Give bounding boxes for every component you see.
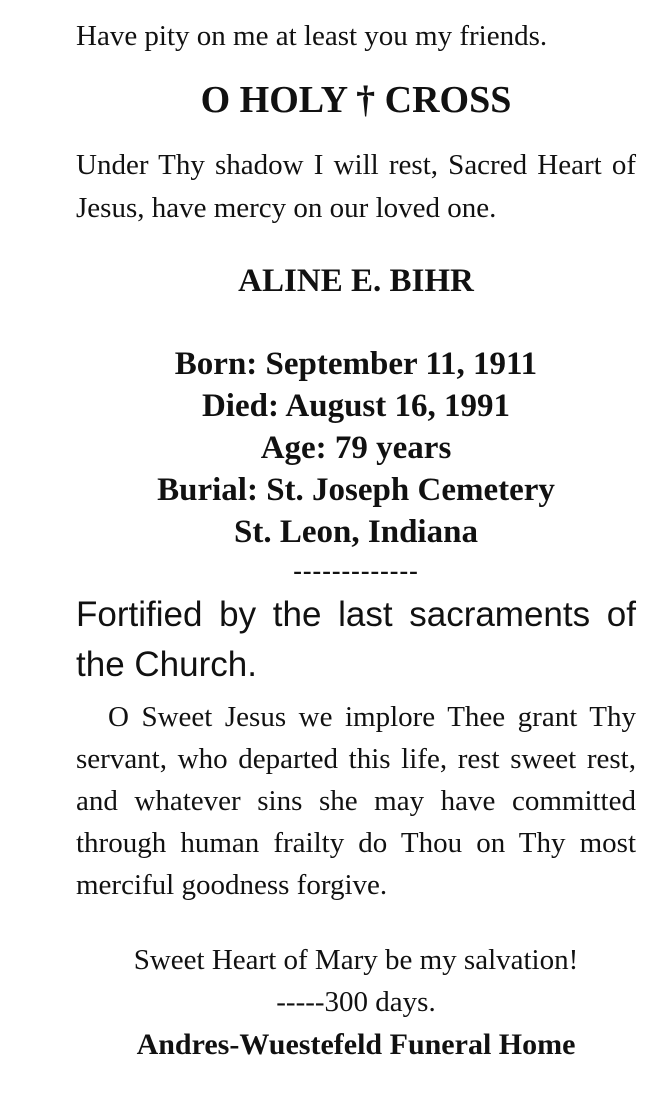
burial-place: Burial: St. Joseph Cemetery xyxy=(157,472,555,508)
burial-location: St. Leon, Indiana xyxy=(234,514,478,550)
indulgence-days: -----300 days. xyxy=(276,986,436,1018)
died-date: Died: August 16, 1991 xyxy=(201,388,511,424)
final-prayer xyxy=(76,696,636,906)
cross-title: O HOLY † CROSS xyxy=(200,79,512,121)
final-prayer-text: O Sweet Jesus we implore Thee grant Thy servant, who departed this life, rest sweet rest, and whatever sins she may have committed through human frailty do Thou on Thy most merciful goodness forgive. xyxy=(76,701,636,901)
born-date: Born: September 11, 1911 xyxy=(174,346,538,382)
fortified-text: Fortified by the last sacraments of the Church. xyxy=(76,595,636,684)
funeral-home: Andres-Wuestefeld Funeral Home xyxy=(136,1028,576,1061)
mary-invocation: Sweet Heart of Mary be my salvation! xyxy=(133,944,579,976)
age: Age: 79 years xyxy=(260,430,452,466)
divider: ------------- xyxy=(293,556,419,585)
under-shadow-prayer: Under Thy shadow I will rest, Sacred Heart of Jesus, have mercy on our loved one. xyxy=(76,149,636,224)
intro-line: Have pity on me at least you my friends. xyxy=(76,20,548,52)
decedent-name: ALINE E. BIHR xyxy=(238,263,474,299)
